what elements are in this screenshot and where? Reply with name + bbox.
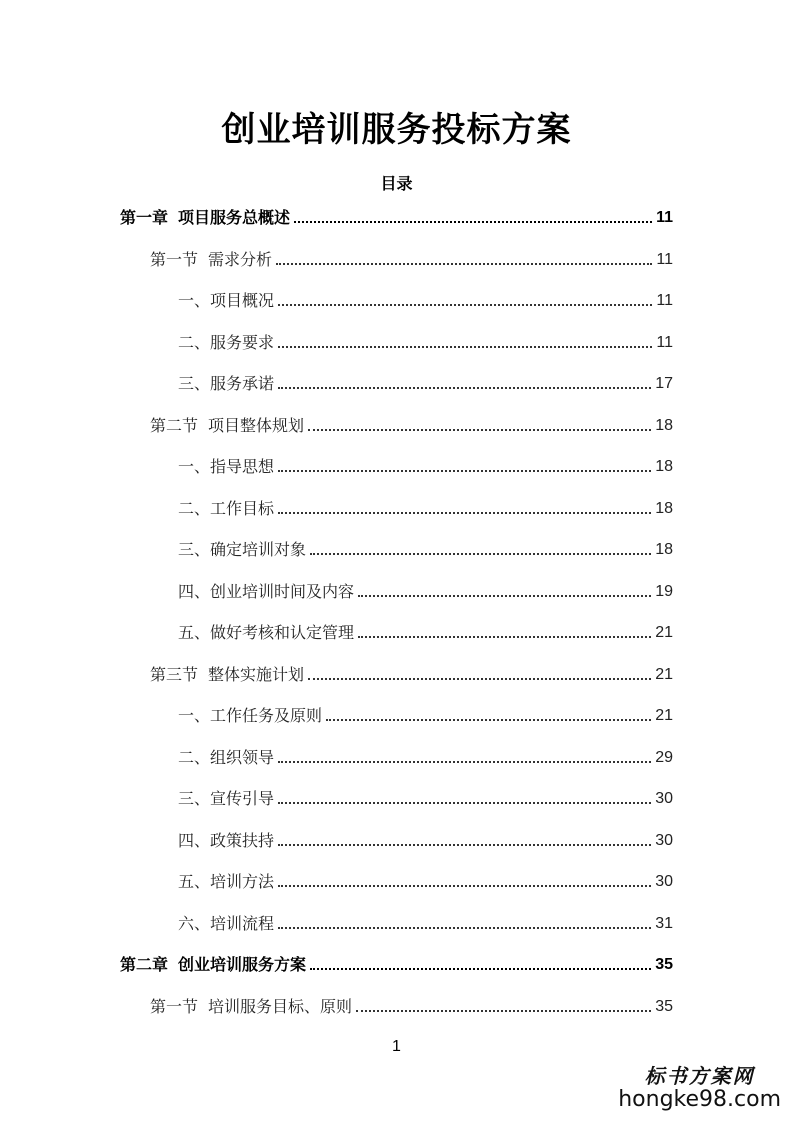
- toc-entry[interactable]: [178, 869, 673, 893]
- toc-entry-page: 29: [655, 748, 673, 766]
- toc-entry[interactable]: [178, 786, 673, 810]
- toc-entry[interactable]: [150, 247, 673, 271]
- toc-dot-leader: [358, 595, 651, 597]
- toc-entry-label: 整体实施计划: [208, 664, 305, 684]
- toc-entry-number: 第一节: [150, 996, 199, 1016]
- toc-dot-leader: [308, 429, 651, 431]
- toc-dot-leader: [308, 678, 651, 680]
- page-number: 1: [392, 1038, 401, 1055]
- toc-entry-page: 11: [656, 250, 673, 268]
- toc-dot-leader: [278, 512, 651, 514]
- toc-entry-page: 35: [655, 956, 673, 973]
- toc-entry-label: 一、工作任务及原则: [178, 706, 323, 725]
- toc-entry-label: 四、政策扶持: [178, 830, 275, 850]
- toc-entry-label: 培训服务目标、原则: [208, 996, 353, 1016]
- toc-entry-number: 第三节: [150, 664, 199, 684]
- toc-entry[interactable]: [178, 911, 673, 935]
- toc-entry[interactable]: [150, 662, 673, 686]
- toc-dot-leader: [278, 844, 651, 846]
- toc-dot-leader: [278, 304, 652, 306]
- toc-entry-page: 17: [655, 375, 673, 392]
- toc-dot-leader: [310, 968, 651, 970]
- toc-entry-label: 三、确定培训对象: [178, 540, 307, 559]
- toc-entry-page: 30: [655, 831, 673, 849]
- toc-dot-leader: [356, 1010, 651, 1012]
- toc-entry-page: 35: [655, 997, 673, 1015]
- toc-entry-label: 三、宣传引导: [178, 789, 275, 808]
- toc-entry[interactable]: [150, 994, 673, 1018]
- toc-entry[interactable]: [178, 288, 673, 312]
- toc-entry-page: 11: [656, 209, 673, 226]
- toc-entry[interactable]: [178, 371, 673, 395]
- toc-entry[interactable]: [178, 496, 673, 520]
- toc-entry[interactable]: [178, 579, 673, 603]
- toc-dot-leader: [276, 263, 652, 265]
- toc-entry-page: 18: [655, 499, 673, 517]
- toc-dot-leader: [294, 221, 652, 223]
- document-title: 创业培训服务投标方案: [221, 110, 572, 150]
- toc-entry-page: 30: [655, 790, 673, 807]
- toc-entry-label: 二、组织领导: [178, 747, 275, 767]
- toc-dot-leader: [310, 553, 651, 555]
- toc-entry-label: 项目整体规划: [208, 415, 305, 435]
- toc-entry-label: 五、做好考核和认定管理: [178, 623, 355, 642]
- toc-entry-label: 创业培训服务方案: [178, 955, 307, 974]
- toc-dot-leader: [278, 387, 651, 389]
- toc-entry-page: 11: [656, 292, 673, 309]
- toc-entry-page: 21: [655, 624, 673, 641]
- toc-entry-label: 项目服务总概述: [178, 208, 291, 227]
- toc-entry[interactable]: [120, 952, 673, 976]
- toc-entry-number: 第一节: [150, 249, 199, 269]
- toc-dot-leader: [278, 346, 652, 348]
- toc-entry[interactable]: [178, 454, 673, 478]
- toc-entry-number: 第一章: [120, 208, 169, 227]
- toc-entry[interactable]: [178, 745, 673, 769]
- toc-dot-leader: [278, 761, 651, 763]
- toc-entry-page: 18: [655, 458, 673, 475]
- toc-entry-page: 31: [655, 914, 673, 932]
- toc-dot-leader: [326, 719, 651, 721]
- toc-entry-page: 21: [655, 707, 673, 724]
- toc-entry-label: 三、服务承诺: [178, 374, 275, 393]
- toc-entry-number: 第二章: [120, 955, 169, 974]
- toc-entry-page: 11: [656, 333, 673, 351]
- toc-entry[interactable]: [150, 413, 673, 437]
- toc-dot-leader: [278, 885, 651, 887]
- toc-entry[interactable]: [178, 330, 673, 354]
- toc-entry-label: 六、培训流程: [178, 913, 275, 933]
- toc-entry-label: 四、创业培训时间及内容: [178, 581, 355, 601]
- toc-entry-page: 18: [655, 541, 673, 558]
- toc-entry-label: 一、项目概况: [178, 291, 275, 310]
- toc-dot-leader: [358, 636, 651, 638]
- toc-dot-leader: [278, 470, 651, 472]
- toc-dot-leader: [278, 927, 651, 929]
- toc-entry-label: 五、培训方法: [178, 872, 275, 891]
- toc-entry[interactable]: [178, 537, 673, 561]
- toc-dot-leader: [278, 802, 651, 804]
- toc-entry-number: 第二节: [150, 415, 199, 435]
- toc-entry[interactable]: [178, 703, 673, 727]
- toc-entry[interactable]: [120, 205, 673, 229]
- toc-entry-label: 二、服务要求: [178, 332, 275, 352]
- toc-entry-page: 18: [655, 416, 673, 434]
- toc-entry-page: 21: [655, 665, 673, 683]
- watermark-logo: [618, 1060, 781, 1112]
- toc-entry-page: 19: [655, 582, 673, 600]
- toc-entry-page: 30: [655, 873, 673, 890]
- toc-heading: 目录: [380, 174, 413, 193]
- watermark-url: hongke98.com: [618, 1087, 781, 1112]
- toc-entry-label: 二、工作目标: [178, 498, 275, 518]
- toc-entry-label: 需求分析: [208, 249, 273, 269]
- toc-entry[interactable]: [178, 620, 673, 644]
- toc-entry-label: 一、指导思想: [178, 457, 275, 476]
- toc-entry[interactable]: [178, 828, 673, 852]
- watermark-cn-text: 标书方案网: [644, 1064, 755, 1088]
